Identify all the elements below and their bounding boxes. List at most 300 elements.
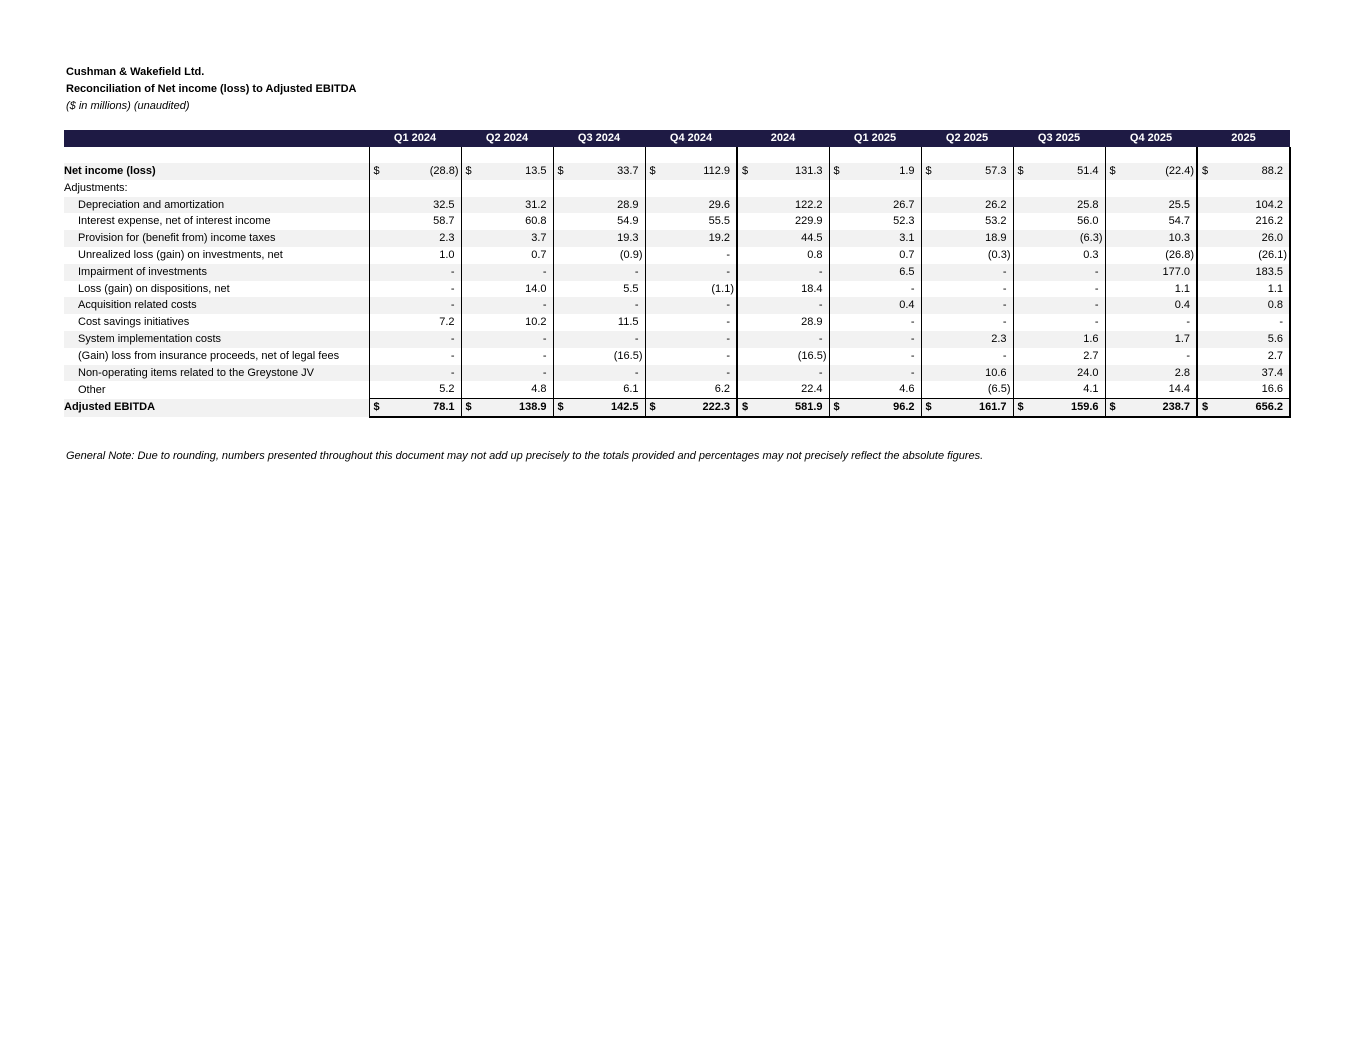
value-text: - xyxy=(1002,316,1007,329)
value-cell xyxy=(369,399,461,417)
value-text: 222.3 xyxy=(702,401,730,414)
column-header: Q2 2025 xyxy=(921,130,1013,147)
value-cell xyxy=(1105,213,1197,230)
value-cell xyxy=(921,264,1013,281)
value-cell xyxy=(461,365,553,382)
value-text: 55.5 xyxy=(708,215,730,228)
value-cell xyxy=(645,365,737,382)
value-text: 96.2 xyxy=(893,401,915,414)
row-label: Adjusted EBITDA xyxy=(64,399,369,417)
spacer-cell xyxy=(553,147,645,163)
currency-symbol: $ xyxy=(833,401,840,414)
value-cell xyxy=(553,381,645,398)
value-cell xyxy=(1013,331,1105,348)
value-text: 56.0 xyxy=(1077,215,1099,228)
value-text: - xyxy=(726,265,730,278)
value-cell xyxy=(829,230,921,247)
value-cell xyxy=(829,381,921,398)
value-text: (0.3) xyxy=(987,248,1011,261)
value-text: 22.4 xyxy=(801,383,823,396)
value-text: - xyxy=(450,366,455,379)
row-label: (Gain) loss from insurance proceeds, net of legal fees xyxy=(78,349,340,362)
value-text: 19.2 xyxy=(708,232,730,245)
value-text: - xyxy=(450,299,455,312)
value-text: 138.9 xyxy=(518,401,547,414)
value-cell xyxy=(1013,365,1105,382)
currency-symbol: $ xyxy=(465,165,472,177)
value-cell xyxy=(645,331,737,348)
value-cell xyxy=(1197,381,1290,398)
company-name: Cushman & Wakefield Ltd. xyxy=(66,66,205,78)
value-cell xyxy=(921,247,1013,264)
value-cell xyxy=(1013,213,1105,230)
value-cell xyxy=(1013,281,1105,298)
value-text: 78.1 xyxy=(433,401,455,414)
value-text: - xyxy=(1094,299,1099,312)
value-text: 26.0 xyxy=(1261,232,1283,245)
value-cell xyxy=(829,247,921,264)
table-row xyxy=(64,297,1290,314)
value-cell xyxy=(645,264,737,281)
value-cell xyxy=(1105,247,1197,264)
value-text: 229.9 xyxy=(794,215,823,228)
value-text: 13.5 xyxy=(525,165,547,177)
spacer-cell xyxy=(1105,147,1197,163)
value-text: 32.5 xyxy=(433,198,455,211)
value-cell xyxy=(1105,348,1197,365)
value-text: 3.1 xyxy=(899,232,915,245)
value-text: 2.7 xyxy=(1267,349,1283,362)
value-cell xyxy=(921,213,1013,230)
value-text: 26.2 xyxy=(985,198,1007,211)
value-text: 6.1 xyxy=(623,383,639,396)
value-cell xyxy=(737,297,829,314)
row-label: Impairment of investments xyxy=(64,264,369,281)
column-header: 2025 xyxy=(1197,130,1290,147)
value-cell xyxy=(829,399,921,417)
value-text: 18.4 xyxy=(801,282,823,295)
value-cell xyxy=(369,348,461,365)
value-cell xyxy=(1197,180,1290,197)
column-header: Q4 2024 xyxy=(645,130,737,147)
currency-symbol: $ xyxy=(1109,401,1116,414)
column-header-row xyxy=(64,130,1290,147)
value-cell xyxy=(737,348,829,365)
value-cell xyxy=(1105,399,1197,417)
value-cell xyxy=(553,264,645,281)
currency-symbol: $ xyxy=(649,401,656,414)
table-row xyxy=(64,230,1290,247)
value-text: - xyxy=(726,248,730,261)
value-cell xyxy=(369,213,461,230)
value-cell xyxy=(645,297,737,314)
value-cell xyxy=(645,281,737,298)
value-cell xyxy=(645,247,737,264)
value-cell xyxy=(369,331,461,348)
value-cell xyxy=(1013,348,1105,365)
value-text: 1.7 xyxy=(1174,332,1190,345)
value-cell xyxy=(737,213,829,230)
value-cell xyxy=(1197,365,1290,382)
currency-symbol: $ xyxy=(557,401,564,414)
value-text: 16.6 xyxy=(1261,383,1283,396)
value-text: 0.8 xyxy=(1267,299,1283,312)
value-cell xyxy=(1105,264,1197,281)
value-text: 1.1 xyxy=(1174,282,1190,295)
value-text: - xyxy=(1002,299,1007,312)
table-row xyxy=(64,381,1290,398)
row-label: Acquisition related costs xyxy=(64,297,369,314)
value-cell xyxy=(1197,314,1290,331)
value-cell xyxy=(921,281,1013,298)
table-row xyxy=(64,264,1290,281)
value-cell xyxy=(1013,264,1105,281)
value-text: 29.6 xyxy=(708,198,730,211)
value-cell xyxy=(737,381,829,398)
value-text: 0.3 xyxy=(1083,248,1099,261)
value-text: - xyxy=(634,265,639,278)
value-text: (0.9) xyxy=(619,248,643,261)
value-cell xyxy=(369,230,461,247)
value-cell xyxy=(1105,381,1197,398)
report-title: Reconciliation of Net income (loss) to Adjusted EBITDA xyxy=(66,83,357,95)
value-text: 5.5 xyxy=(623,282,639,295)
value-text: 0.8 xyxy=(807,248,823,261)
value-text: 58.7 xyxy=(433,215,455,228)
value-cell xyxy=(553,180,645,197)
currency-symbol: $ xyxy=(833,165,840,177)
column-header: Q4 2025 xyxy=(1105,130,1197,147)
value-cell xyxy=(829,281,921,298)
value-cell xyxy=(461,314,553,331)
value-cell xyxy=(737,197,829,214)
value-text: - xyxy=(910,332,915,345)
value-cell xyxy=(461,297,553,314)
value-text: 1.1 xyxy=(1267,282,1283,295)
value-text: 112.9 xyxy=(703,165,730,177)
value-cell xyxy=(553,213,645,230)
column-header: Q1 2025 xyxy=(829,130,921,147)
value-cell xyxy=(461,213,553,230)
value-cell xyxy=(1105,197,1197,214)
value-text: 44.5 xyxy=(801,232,823,245)
value-text: 31.2 xyxy=(525,198,547,211)
value-cell xyxy=(737,281,829,298)
value-text: (16.5) xyxy=(797,349,827,362)
value-cell xyxy=(1105,297,1197,314)
value-text: (6.5) xyxy=(987,383,1011,396)
value-text: 10.3 xyxy=(1168,232,1190,245)
value-cell xyxy=(737,180,829,197)
table-row xyxy=(64,163,1290,180)
value-cell xyxy=(553,348,645,365)
table-row xyxy=(64,348,1290,365)
value-text: (28.8) xyxy=(429,165,459,177)
value-cell xyxy=(461,348,553,365)
value-cell xyxy=(1013,314,1105,331)
value-text: 33.7 xyxy=(617,165,639,177)
value-text: - xyxy=(1094,316,1099,329)
spacer-cell xyxy=(64,147,369,163)
currency-symbol: $ xyxy=(557,165,564,177)
value-cell xyxy=(553,163,645,180)
value-text: 6.5 xyxy=(899,265,915,278)
value-text: 177.0 xyxy=(1162,265,1190,278)
value-text: - xyxy=(450,265,455,278)
value-text: 142.5 xyxy=(610,401,639,414)
value-cell xyxy=(461,264,553,281)
value-text: 37.4 xyxy=(1261,366,1283,379)
value-cell xyxy=(921,399,1013,417)
value-text: (26.8) xyxy=(1165,248,1194,261)
value-text: - xyxy=(726,299,730,312)
value-cell xyxy=(737,365,829,382)
table-body xyxy=(64,147,1290,417)
value-text: 18.9 xyxy=(985,232,1007,245)
value-cell xyxy=(1197,348,1290,365)
value-text: 60.8 xyxy=(525,215,547,228)
value-cell xyxy=(921,331,1013,348)
value-text: - xyxy=(910,349,915,362)
value-text: - xyxy=(726,366,730,379)
value-cell xyxy=(1197,399,1290,417)
units-note: ($ in millions) (unaudited) xyxy=(66,100,190,112)
value-cell xyxy=(369,297,461,314)
value-text: 122.2 xyxy=(794,198,823,211)
row-label: Other xyxy=(78,383,106,396)
value-cell xyxy=(737,247,829,264)
value-cell xyxy=(737,331,829,348)
spacer-cell xyxy=(369,147,461,163)
value-text: 11.5 xyxy=(617,316,639,329)
value-cell xyxy=(1013,180,1105,197)
value-text: - xyxy=(634,366,639,379)
value-text: - xyxy=(1002,265,1007,278)
value-text: - xyxy=(818,332,823,345)
currency-symbol: $ xyxy=(742,165,749,177)
value-text: - xyxy=(1279,316,1283,329)
value-text: 183.5 xyxy=(1255,265,1283,278)
row-label: Loss (gain) on dispositions, net xyxy=(78,282,230,295)
column-header: 2024 xyxy=(737,130,829,147)
row-label: Non-operating items related to the Greystone JV xyxy=(64,365,369,382)
value-text: 5.6 xyxy=(1267,332,1283,345)
value-text: 216.2 xyxy=(1255,215,1283,228)
value-cell xyxy=(1013,381,1105,398)
value-text: (16.5) xyxy=(613,349,643,362)
value-cell xyxy=(1013,297,1105,314)
row-label: System implementation costs xyxy=(64,331,369,348)
currency-symbol: $ xyxy=(742,401,749,414)
value-text: 24.0 xyxy=(1077,366,1099,379)
value-cell xyxy=(553,297,645,314)
value-cell xyxy=(1013,197,1105,214)
value-cell xyxy=(921,163,1013,180)
row-label: Adjustments: xyxy=(64,181,128,194)
spacer-row xyxy=(64,147,1290,163)
spacer-cell xyxy=(737,147,829,163)
value-text: - xyxy=(1186,316,1190,329)
value-text: - xyxy=(634,299,639,312)
value-text: - xyxy=(1002,349,1007,362)
row-label: Provision for (benefit from) income taxes xyxy=(64,230,369,247)
value-cell xyxy=(829,331,921,348)
value-cell xyxy=(1197,297,1290,314)
currency-symbol: $ xyxy=(465,401,472,414)
value-text: 2.8 xyxy=(1174,366,1190,379)
value-text: - xyxy=(450,349,455,362)
value-text: 4.8 xyxy=(531,383,547,396)
value-text: (6.3) xyxy=(1079,232,1103,245)
value-cell xyxy=(1197,230,1290,247)
value-text: - xyxy=(542,265,547,278)
spacer-cell xyxy=(1197,147,1290,163)
value-text: 2.3 xyxy=(439,232,455,245)
value-cell xyxy=(829,348,921,365)
value-cell xyxy=(369,180,461,197)
value-text: 14.0 xyxy=(525,282,547,295)
value-cell xyxy=(645,197,737,214)
value-cell xyxy=(369,197,461,214)
value-text: 25.8 xyxy=(1077,198,1099,211)
spacer-cell xyxy=(829,147,921,163)
value-text: - xyxy=(818,265,823,278)
table-row xyxy=(64,180,1290,197)
value-text: (22.4) xyxy=(1165,165,1194,177)
value-text: - xyxy=(1186,349,1190,362)
value-text: 238.7 xyxy=(1162,401,1190,414)
value-cell xyxy=(461,399,553,417)
reconciliation-table xyxy=(64,130,1291,418)
value-cell xyxy=(1197,331,1290,348)
value-cell xyxy=(369,381,461,398)
value-cell xyxy=(369,314,461,331)
value-text: 161.7 xyxy=(978,401,1007,414)
value-cell xyxy=(1013,163,1105,180)
value-cell xyxy=(829,180,921,197)
value-text: 51.4 xyxy=(1077,165,1099,177)
value-text: 19.3 xyxy=(617,232,639,245)
value-cell xyxy=(1197,281,1290,298)
table-row xyxy=(64,213,1290,230)
value-cell xyxy=(1197,247,1290,264)
value-cell xyxy=(921,297,1013,314)
value-text: - xyxy=(1094,265,1099,278)
value-cell xyxy=(829,213,921,230)
value-text: - xyxy=(542,349,547,362)
value-cell xyxy=(921,197,1013,214)
value-text: 1.6 xyxy=(1083,332,1099,345)
value-cell xyxy=(829,365,921,382)
value-cell xyxy=(1105,230,1197,247)
value-cell xyxy=(553,247,645,264)
value-text: 26.7 xyxy=(893,198,915,211)
value-text: 88.2 xyxy=(1261,165,1283,177)
value-text: 10.6 xyxy=(985,366,1007,379)
value-cell xyxy=(645,163,737,180)
general-note: General Note: Due to rounding, numbers presented throughout this document may not add up precisely to the totals provided and percentages may not precisely reflect the absolute figures. xyxy=(66,450,984,462)
value-cell xyxy=(921,381,1013,398)
value-cell xyxy=(829,197,921,214)
value-text: 0.4 xyxy=(899,299,915,312)
value-text: (26.1) xyxy=(1258,248,1287,261)
value-text: 104.2 xyxy=(1255,198,1283,211)
value-text: 159.6 xyxy=(1070,401,1099,414)
spacer-cell xyxy=(1013,147,1105,163)
value-cell xyxy=(461,180,553,197)
value-text: 4.1 xyxy=(1083,383,1099,396)
column-header-blank xyxy=(64,130,369,147)
value-cell xyxy=(645,314,737,331)
value-text: - xyxy=(1094,282,1099,295)
value-cell xyxy=(1197,264,1290,281)
value-text: 0.4 xyxy=(1174,299,1190,312)
value-text: 131.3 xyxy=(794,165,823,177)
value-text: 581.9 xyxy=(794,401,823,414)
currency-symbol: $ xyxy=(1109,165,1116,177)
value-cell xyxy=(369,365,461,382)
value-cell xyxy=(1105,281,1197,298)
value-cell xyxy=(369,163,461,180)
value-cell xyxy=(369,264,461,281)
value-text: 2.3 xyxy=(991,332,1007,345)
value-text: - xyxy=(542,366,547,379)
value-cell xyxy=(645,399,737,417)
value-cell xyxy=(553,197,645,214)
value-cell xyxy=(921,230,1013,247)
value-text: 10.2 xyxy=(525,316,547,329)
value-cell xyxy=(829,163,921,180)
value-cell xyxy=(737,264,829,281)
currency-symbol: $ xyxy=(649,165,656,177)
value-text: - xyxy=(910,366,915,379)
table-row xyxy=(64,331,1290,348)
value-cell xyxy=(1197,213,1290,230)
value-cell xyxy=(737,230,829,247)
currency-symbol: $ xyxy=(373,165,380,177)
currency-symbol: $ xyxy=(1017,165,1024,177)
spacer-cell xyxy=(645,147,737,163)
value-text: 4.6 xyxy=(899,383,915,396)
value-cell xyxy=(553,281,645,298)
row-label: Unrealized loss (gain) on investments, net xyxy=(78,248,283,261)
value-cell xyxy=(645,348,737,365)
value-cell xyxy=(1013,247,1105,264)
value-cell xyxy=(553,331,645,348)
currency-symbol: $ xyxy=(925,165,932,177)
value-cell xyxy=(645,381,737,398)
table-row xyxy=(64,314,1290,331)
value-text: - xyxy=(542,332,547,345)
value-cell xyxy=(737,314,829,331)
value-cell xyxy=(461,247,553,264)
row-label: Interest expense, net of interest income xyxy=(78,215,271,228)
value-text: - xyxy=(910,316,915,329)
value-cell xyxy=(829,264,921,281)
value-cell xyxy=(1013,230,1105,247)
value-cell xyxy=(461,163,553,180)
value-text: 2.7 xyxy=(1083,349,1099,362)
value-cell xyxy=(1197,163,1290,180)
value-cell xyxy=(461,381,553,398)
value-cell xyxy=(1105,365,1197,382)
column-header: Q3 2024 xyxy=(553,130,645,147)
value-text: 5.2 xyxy=(439,383,455,396)
value-cell xyxy=(829,297,921,314)
value-text: - xyxy=(450,282,455,295)
value-cell xyxy=(645,180,737,197)
value-cell xyxy=(645,213,737,230)
